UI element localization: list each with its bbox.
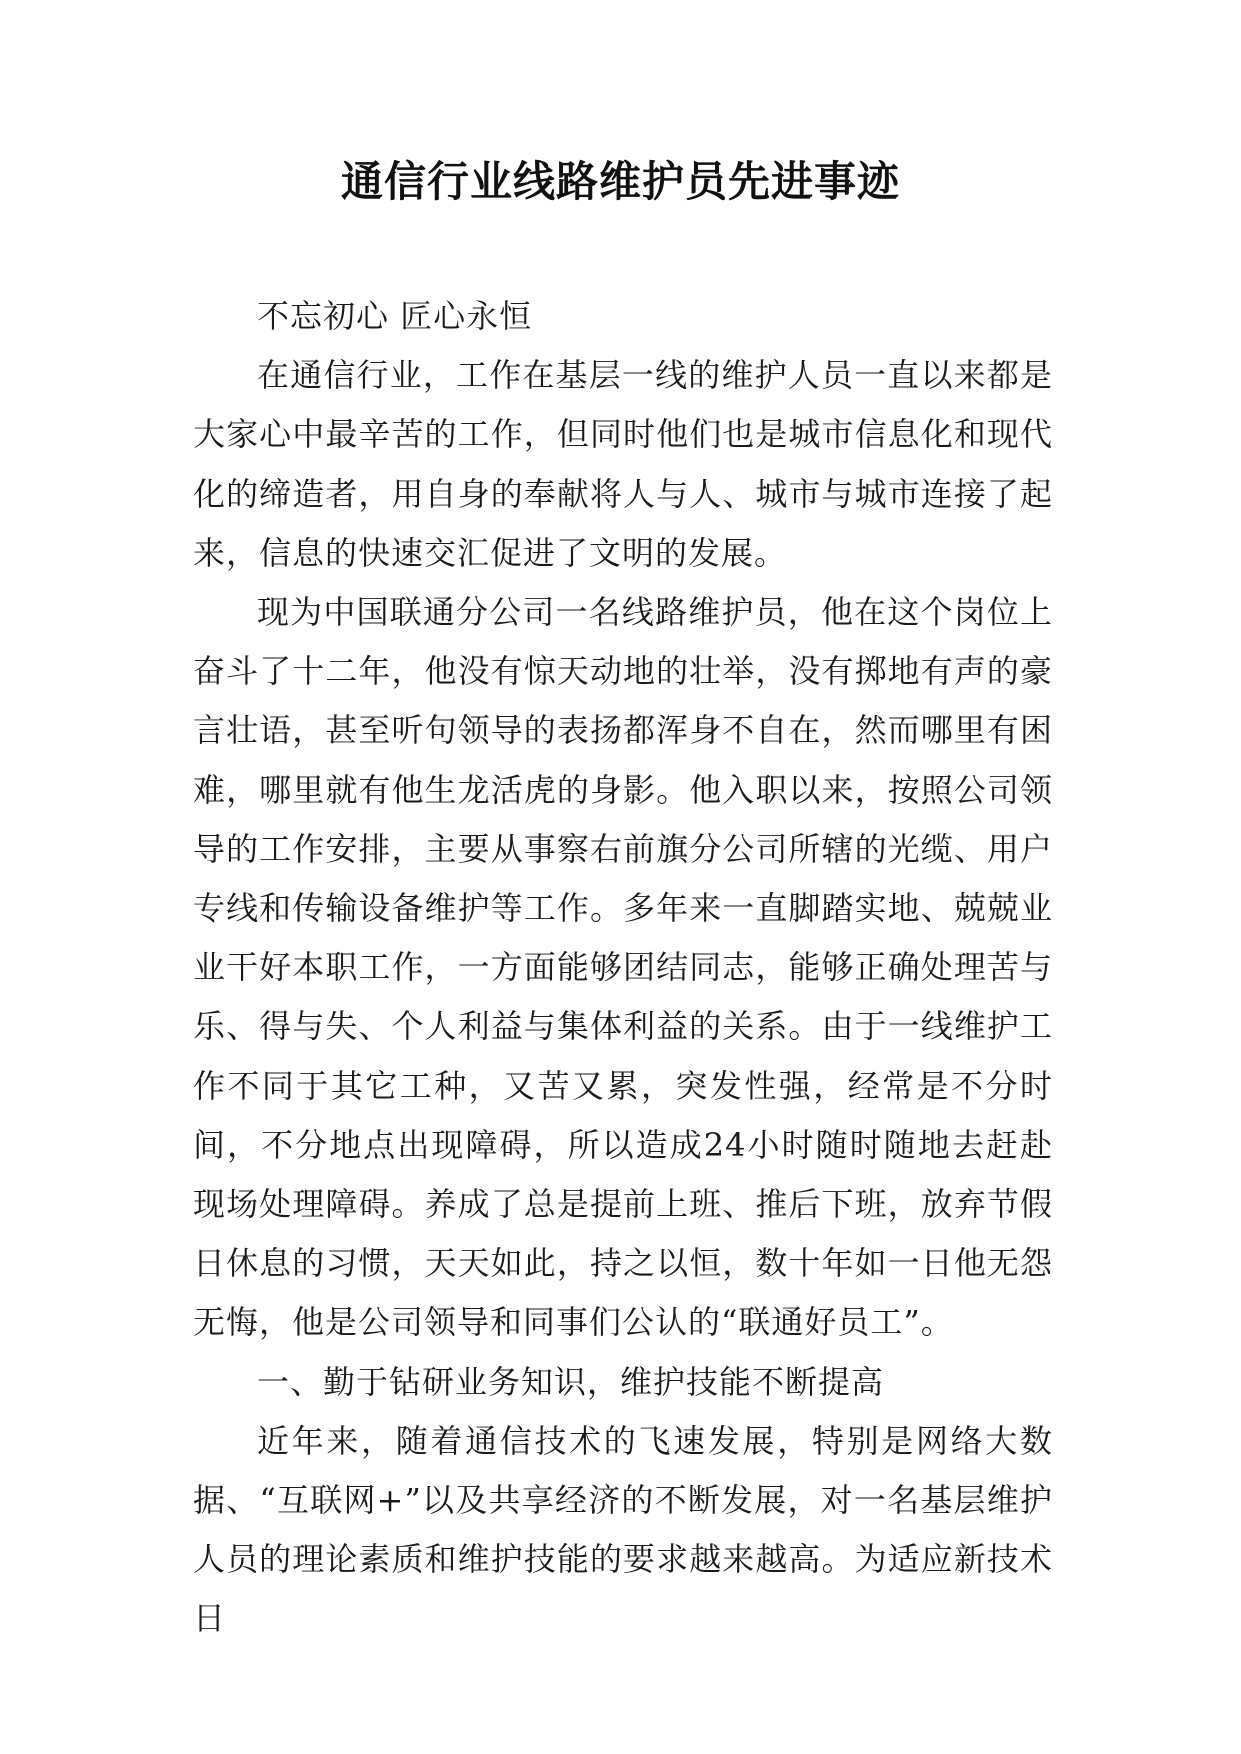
document-title: 通信行业线路维护员先进事迹 [340, 157, 900, 206]
profile-paragraph: 现为中国联通分公司一名线路维护员，他在这个岗位上奋斗了十二年，他没有惊天动地的壮举，没有掷地有声的豪言壮语，甚至听句领导的表扬都浑身不自在，然而哪里有困难，哪里就有他生龙活虎的身影。他入职以来，按照公司领导的工作安排，主要从事察右前旗分公司所辖的光缆、用户专线和传输设备维护等工作。多年来一直脚踏实地、兢兢业业干好本职工作，一方面能够团结同志，能够正确处理苦与乐、得与失、个人利益与集体利益的关系。由于一线维护工作不同于其它工种，又苦又累，突发性强，经常是不分时间，不分地点出现障碍，所以造成24小时随时随地去赶赴现场处理障碍。养成了总是提前上班、推后下班，放弃节假日休息的习惯，天天如此，持之以恒，数十年如一日他无怨无悔，他是公司领导和同事们公认的“联通好员工”。 [193, 593, 1053, 1342]
intro-paragraph: 在通信行业，工作在基层一线的维护人员一直以来都是大家心中最辛苦的工作，但同时他们也是城市信息化和现代化的缔造者，用自身的奉献将人与人、城市与城市连接了起来，信息的快速交汇促进了文明的发展。 [193, 356, 1053, 572]
section-paragraph: 近年来，随着通信技术的飞速发展，特别是网络大数据、“互联网+”以及共享经济的不断发展，对一名基层维护人员的理论素质和维护技能的要求越来越高。为适应新技术日 [193, 1421, 1053, 1638]
document-body [193, 287, 1053, 1649]
subtitle-paragraph: 不忘初心 匠心永恒 [257, 297, 533, 335]
section-heading: 一、勤于钻研业务知识，维护技能不断提高 [257, 1362, 885, 1401]
